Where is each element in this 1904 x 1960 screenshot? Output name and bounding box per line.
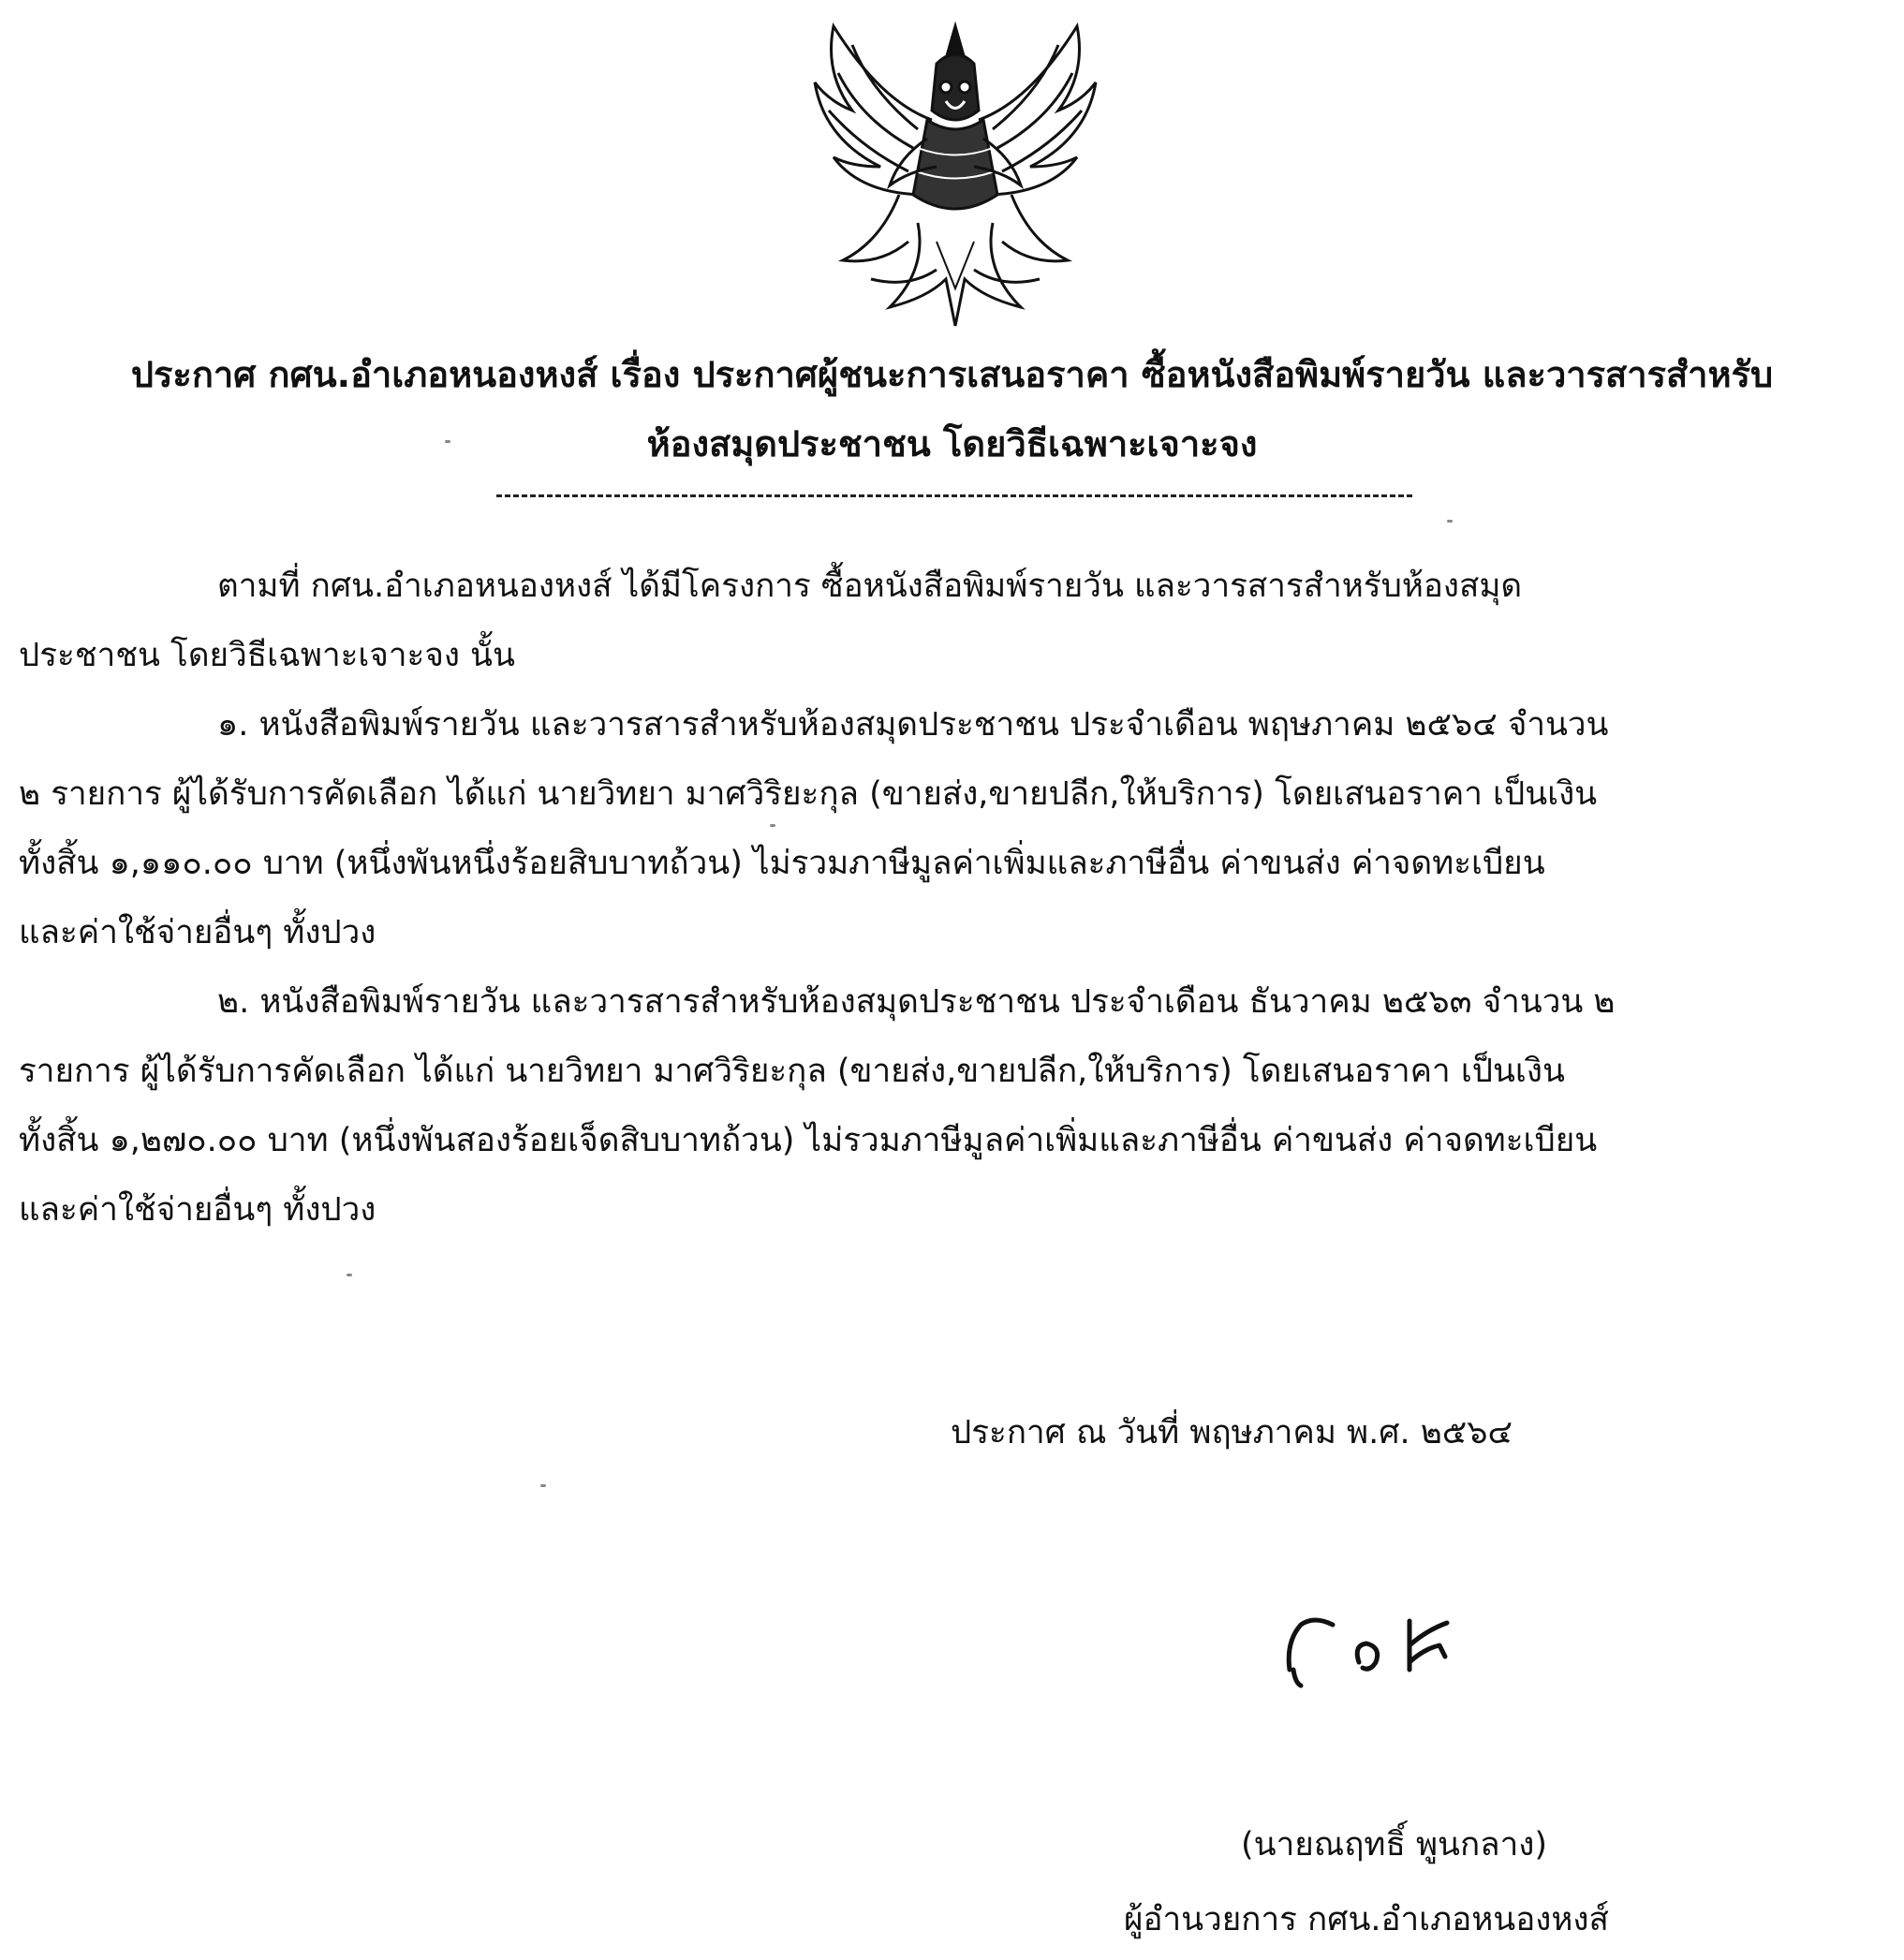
item2-line-2: รายการ ผู้ได้รับการคัดเลือก ได้แก่ นายวิทยา มาศวิริยะกุล (ขายส่ง,ขายปลีก,ให้บริการ) โดยเสนอราคา เป็นเงิน xyxy=(19,1053,1565,1090)
item2-line-3: ทั้งสิ้น ๑,๒๗๐.๐๐ บาท (หนึ่งพันสองร้อยเจ็ดสิบบาทถ้วน) ไม่รวมภาษีมูลค่าเพิ่มและภาษีอื่น ค่าขนส่ง ค่าจดทะเบียน xyxy=(19,1122,1598,1159)
item1-line-3: ทั้งสิ้น ๑,๑๑๐.๐๐ บาท (หนึ่งพันหนึ่งร้อยสิบบาทถ้วน) ไม่รวมภาษีมูลค่าเพิ่มและภาษีอื่น ค่าขนส่ง ค่าจดทะเบียน xyxy=(19,845,1545,882)
scan-speck xyxy=(540,1484,546,1487)
heading-line-2: ห้องสมุดประชาชน โดยวิธีเฉพาะเจาะจง xyxy=(646,423,1258,464)
intro-line-1: ตามที่ กศน.อำเภอหนองหงส์ ได้มีโครงการ ซื้อหนังสือพิมพ์รายวัน และวารสารสำหรับห้องสมุด xyxy=(217,567,1523,605)
item2-line-1: ๒. หนังสือพิมพ์รายวัน และวารสารสำหรับห้องสมุดประชาชน ประจำเดือน ธันวาคม ๒๕๖๓ จำนวน ๒ xyxy=(217,983,1616,1021)
divider xyxy=(496,494,1412,497)
item1-line-2: ๒ รายการ ผู้ได้รับการคัดเลือก ได้แก่ นายวิทยา มาศวิริยะกุล (ขายส่ง,ขายปลีก,ให้บริการ) โดยเสนอราคา เป็นเงิน xyxy=(19,775,1598,813)
garuda-emblem-icon xyxy=(796,7,1114,332)
scan-speck xyxy=(770,824,775,827)
item1-line-4: และค่าใช้จ่ายอื่นๆ ทั้งปวง xyxy=(19,914,376,951)
signer-title: ผู้อำนวยการ กศน.อำเภอหนองหงส์ xyxy=(1124,1901,1609,1938)
item2-line-4: และค่าใช้จ่ายอื่นๆ ทั้งปวง xyxy=(19,1191,376,1229)
scan-speck xyxy=(347,1274,352,1276)
announcement-date: ประกาศ ณ วันที่ พฤษภาคม พ.ศ. ๒๕๖๔ xyxy=(951,1414,1513,1452)
heading-line-1: ประกาศ กศน.อำเภอหนองหงส์ เรื่อง ประกาศผู้ชนะการเสนอราคา ซื้อหนังสือพิมพ์รายวัน และวารสารสำหรับ xyxy=(130,354,1774,395)
intro-line-2: ประชาชน โดยวิธีเฉพาะเจาะจง นั้น xyxy=(19,637,515,674)
scan-speck xyxy=(445,440,450,443)
signature-icon xyxy=(1269,1597,1503,1700)
scan-speck xyxy=(1447,520,1453,523)
item1-line-1: ๑. หนังสือพิมพ์รายวัน และวารสารสำหรับห้องสมุดประชาชน ประจำเดือน พฤษภาคม ๒๕๖๔ จำนวน xyxy=(217,706,1609,744)
signer-name: (นายณฤทธิ์ พูนกลาง) xyxy=(1241,1826,1547,1864)
